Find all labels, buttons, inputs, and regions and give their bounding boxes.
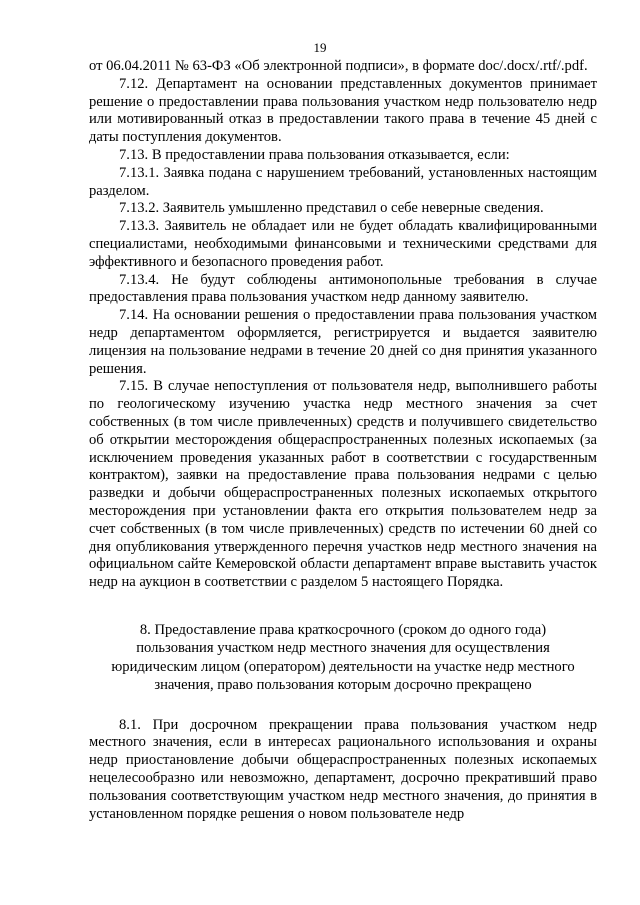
document-body: [89, 58, 597, 823]
paragraph-7-13: 7.13. В предоставлении права пользования отказывается, если:: [119, 146, 510, 163]
paragraph-signature-format: от 06.04.2011 № 63-ФЗ «Об электронной подписи», в формате doc/.docx/.rtf/.pdf.: [89, 58, 588, 74]
paragraph-7-12: 7.12. Департамент на основании представленных документов принимает решение о предоставлении права пользования участком недр пользователю недр или мотивированный отказ в предоставлении такого права в течение 45 дней с даты поступления документов.: [89, 75, 597, 146]
paragraph-7-15: 7.15. В случае непоступления от пользователя недр, выполнившего работы по геологическому изучению участка недр местного значения за счет собственных (в том числе привлеченных) средств и получившего свидетельство об открытии месторождения общераспространенных полезных ископаемых (за исключением проведения указанных работ в соответствии с государственным контрактом), заявки на предоставление права пользования недрами с целью разведки и добычи общераспространенных полезных ископаемых открытого месторождения при установлении факта его открытия пользователем недр за счет собственных (в том числе привлеченных) средств по истечении 60 дней со дня опубликования утвержденного перечня участков недр местного значения на официальном сайте Кемеровской области департамент вправе выставить участок недр на аукцион в соответствии с разделом 5 настоящего Порядка.: [89, 378, 597, 591]
paragraph-7-13-2: 7.13.2. Заявитель умышленно представил о себе неверные сведения.: [119, 200, 544, 217]
paragraph-7-13-1: 7.13.1. Заявка подана с нарушением требований, установленных настоящим разделом.: [89, 164, 597, 199]
section-title-line: юридическим лицом (оператором) деятельности на участке недр местного: [111, 658, 575, 675]
paragraph-8-1: 8.1. При досрочном прекращении права пользования участком недр местного значения, если в интересах рационального использования и охраны недр приостановление добычи общераспространенных полезных ископаемых нецелесообразно или невозможно, департамент, досрочно прекративший право пользования соответствующим участком недр местного значения, до принятия в установленном порядке решения о новом пользователе недр: [89, 716, 597, 822]
section-title-line: 8. Предоставление права краткосрочного (сроком до одного года): [139, 621, 547, 638]
paragraph-7-13-3: 7.13.3. Заявитель не обладает или не будет обладать квалифицированными специалистами, необходимыми финансовыми и техническими средствами для эффективного и безопасного проведения работ.: [89, 218, 597, 270]
page-number: 19: [313, 40, 327, 55]
section-title-line: пользования участком недр местного значения для осуществления: [136, 640, 550, 657]
section-title-line: значения, право пользования которым досрочно прекращено: [154, 677, 532, 694]
paragraph-7-13-4: 7.13.4. Не будут соблюдены антимонопольные требования в случае предоставления права пользования участком недр данному заявителю.: [89, 271, 597, 306]
paragraph-7-14: 7.14. На основании решения о предоставлении права пользования участком недр департаментом оформляется, регистрируется и выдается заявителю лицензия на пользование недрами в течение 20 дней со дня принятия указанного решения.: [89, 307, 597, 377]
section-8-title: [89, 621, 597, 695]
